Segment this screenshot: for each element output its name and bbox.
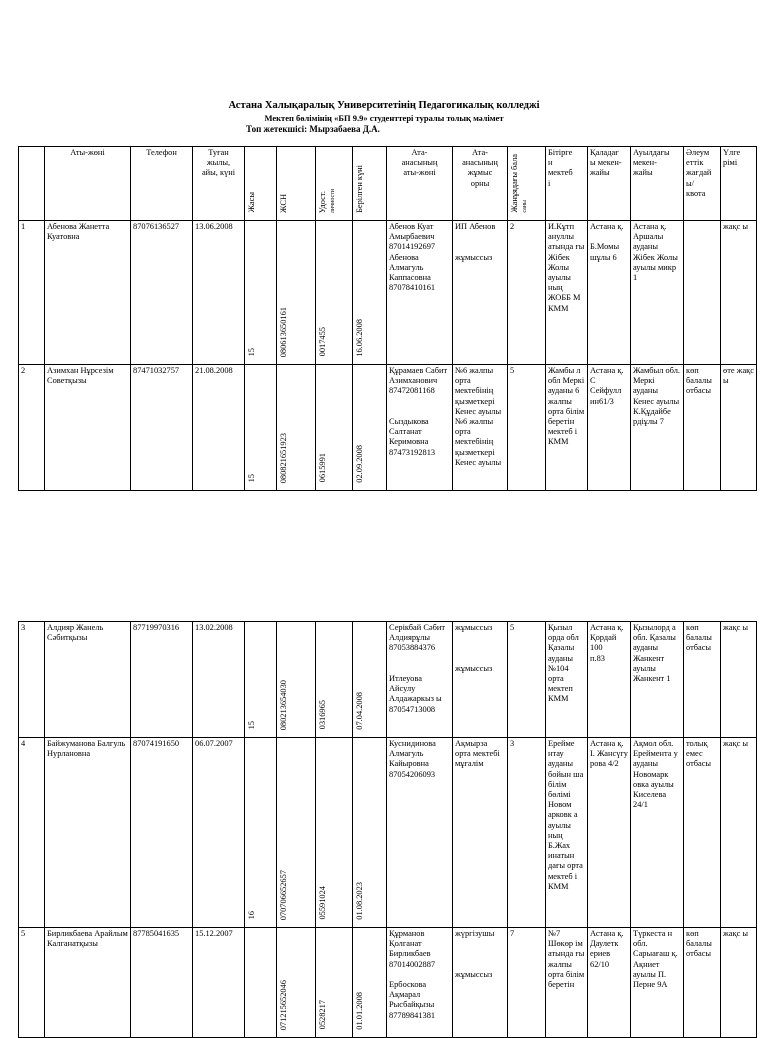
header-age: Жасы — [245, 147, 277, 221]
header-issued: Берілген күні — [353, 147, 387, 221]
iin: 070706652657 — [277, 738, 316, 928]
grade: жақс ы — [721, 221, 757, 365]
student-name: Абенова Жанетта Куатовна — [45, 221, 131, 365]
phone: 87074191650 — [131, 738, 193, 928]
children-count: 7 — [508, 928, 546, 1038]
social-status: көп балалы отбасы — [684, 928, 721, 1038]
issue-date: 01.01.2008 — [353, 928, 387, 1038]
school: Жамбы л обл Меркі ауданы 6 жалпы орта білім беретін мектеб і КММ — [546, 365, 588, 491]
row-number: 3 — [19, 622, 45, 738]
table-row — [19, 622, 757, 738]
age: 15 — [245, 221, 277, 365]
children-count: 2 — [508, 221, 546, 365]
header-children: Жанұядағы бала саны — [508, 147, 546, 221]
id-card: 0528217 — [316, 928, 353, 1038]
header-work: Ата- анасының жұмыс орны — [453, 147, 508, 221]
header-no — [19, 147, 45, 221]
village-address: Түркеста н обл. Сарыағаш қ. Ақниет ауылы П. Перне 9А — [631, 928, 684, 1038]
village-address: Астана қ. Аршалы ауданы Жібек Жолы ауылы микр 1 — [631, 221, 684, 365]
iin: 080821651923 — [277, 365, 316, 491]
grade: жақс ы — [721, 622, 757, 738]
parents: Серікбай Сәбит Алдиярұлы 87053884376 Итлеуова Айсулу Алдажаркыз ы 87054713008 — [387, 622, 453, 738]
header-grade: Үлге рімі — [721, 147, 757, 221]
grade: жақс ы — [721, 928, 757, 1038]
id-card: 05591024 — [316, 738, 353, 928]
children-count: 3 — [508, 738, 546, 928]
village-address: Қызылорд а обл. Қазалы ауданы Жанкент ауылы Жанкент 1 — [631, 622, 684, 738]
age: 16 — [245, 738, 277, 928]
parents: Құрманов Қолганат Бирликбаев 87014002887 Ербоскова Ақмарал Рысбайқызы 87789841381 — [387, 928, 453, 1038]
table-row — [19, 928, 757, 1038]
social-status — [684, 221, 721, 365]
row-number: 5 — [19, 928, 45, 1038]
parents-work: жұмыссыз жұмыссыз — [453, 622, 508, 738]
table-row — [19, 221, 757, 365]
grade: жақс ы — [721, 738, 757, 928]
birth-date: 13.06.2008 — [193, 221, 245, 365]
issue-date: 07.04.2008 — [353, 622, 387, 738]
social-status: көп балалы отбасы — [684, 622, 721, 738]
school: И.Кұтп ануллы атында ғы Жібек Жолы ауылы ның ЖОББ М КММ — [546, 221, 588, 365]
issue-date: 01.08.2023 — [353, 738, 387, 928]
birth-date: 15.12.2007 — [193, 928, 245, 1038]
header-dob: Туған жылы, айы, күні — [193, 147, 245, 221]
student-name: Алдияр Жанель Сәбитқызы — [45, 622, 131, 738]
phone: 87785041635 — [131, 928, 193, 1038]
phone: 87471032757 — [131, 365, 193, 491]
iin: 080213654030 — [277, 622, 316, 738]
students-table-page-1 — [18, 146, 757, 491]
header-village-address: Ауылдағы мекен- жайы — [631, 147, 684, 221]
grade: өте жақс ы — [721, 365, 757, 491]
social-status: көп балалы отбасы — [684, 365, 721, 491]
header-social-status: Әлеум еттік жағдай ы/ квота — [684, 147, 721, 221]
row-number: 4 — [19, 738, 45, 928]
header-name: Аты-жөні — [45, 147, 131, 221]
city-address: Астана қ. С Сейфулл ин61/3 — [588, 365, 631, 491]
parents-work: жүргізушы жұмыссыз — [453, 928, 508, 1038]
issue-date: 16.06.2008 — [353, 221, 387, 365]
row-number: 2 — [19, 365, 45, 491]
birth-date: 13.02.2008 — [193, 622, 245, 738]
header-school: Бітірге н мектеб і — [546, 147, 588, 221]
student-name: Бирликбаева Арайлым Калганатқызы — [45, 928, 131, 1038]
village-address: Ақмол обл. Ереймента у ауданы Новомарк овка ауылы Киселева 24/1 — [631, 738, 684, 928]
children-count: 5 — [508, 365, 546, 491]
age — [245, 928, 277, 1038]
header-parents: Ата- анасының аты-жөні — [387, 147, 453, 221]
parents-work: ИП Абенов жұмыссыз — [453, 221, 508, 365]
parents: Куснидинова Алмагуль Кайыровна 87054206093 — [387, 738, 453, 928]
children-count: 5 — [508, 622, 546, 738]
id-card: 0316965 — [316, 622, 353, 738]
city-address: Астана қ. Б.Момы шұлы 6 — [588, 221, 631, 365]
header-phone: Телефон — [131, 147, 193, 221]
students-table-page-2 — [18, 621, 757, 1038]
school: №7 Шөкөр ім атында ғы жалпы орта білім беретін — [546, 928, 588, 1038]
city-address: Астана қ. Даулетк ериев 62/10 — [588, 928, 631, 1038]
document-subtitle: Мектеп бөлімінің «БП 9.9» студенттері туралы толық мәлімет — [264, 113, 504, 123]
birth-date: 06.07.2007 — [193, 738, 245, 928]
student-name: Азимхан Нұрсезім Советқызы — [45, 365, 131, 491]
id-card: 0017455 — [316, 221, 353, 365]
parents: Құрамаев Сабит Азимханович 87472081168 Сыздыкова Салтанат Керимовна 87473192813 — [387, 365, 453, 491]
table-row — [19, 738, 757, 928]
document-title: Астана Халықаралық Университетінің Педагогикалық колледжі — [228, 100, 540, 111]
phone: 87719970316 — [131, 622, 193, 738]
id-card: 0615991 — [316, 365, 353, 491]
village-address: Жамбыл обл. Меркі ауданы Кенес ауылы К.Құдайбе рдіұлы 7 — [631, 365, 684, 491]
table-header-row — [19, 147, 757, 221]
city-address: Астана қ. Қордай 100 п.83 — [588, 622, 631, 738]
issue-date: 02.09.2008 — [353, 365, 387, 491]
parents-work: Ақмырза орта мектебі мұғалім — [453, 738, 508, 928]
header-iin: ЖСН — [277, 147, 316, 221]
school: Ерейме нтау ауданы бойын ша білім бөлімі Новом арковк а ауылы ның Б.Жах инатын дағы орта мектеб і КММ — [546, 738, 588, 928]
birth-date: 21.08.2008 — [193, 365, 245, 491]
row-number: 1 — [19, 221, 45, 365]
city-address: Астана қ. І. Жансүгу рова 4/2 — [588, 738, 631, 928]
group-supervisor: Топ жетекшісі: Мырзабаева Д.А. — [246, 124, 380, 134]
header-idcard: Удост. личности — [316, 147, 353, 221]
social-status: толық емес отбасы — [684, 738, 721, 928]
student-name: Байжуманова Балгуль Нурлановна — [45, 738, 131, 928]
header-city-address: Қаладағ ы мекен- жайы — [588, 147, 631, 221]
iin: 071215652046 — [277, 928, 316, 1038]
parents-work: №6 жалпы орта мектебінің қызметкері Кенес ауылы №6 жалпы орта мектебінің қызметкері Кенес ауылы — [453, 365, 508, 491]
school: Қызыл орда обл Қазалы ауданы №104 орта мектеп КММ — [546, 622, 588, 738]
parents: Абенов Куат Амырбаевич 87014192697 Абенова Алмагуль Каппасовна 87078410161 — [387, 221, 453, 365]
iin: 080613650161 — [277, 221, 316, 365]
table-row — [19, 365, 757, 491]
age: 15 — [245, 365, 277, 491]
age: 15 — [245, 622, 277, 738]
phone: 87076136527 — [131, 221, 193, 365]
